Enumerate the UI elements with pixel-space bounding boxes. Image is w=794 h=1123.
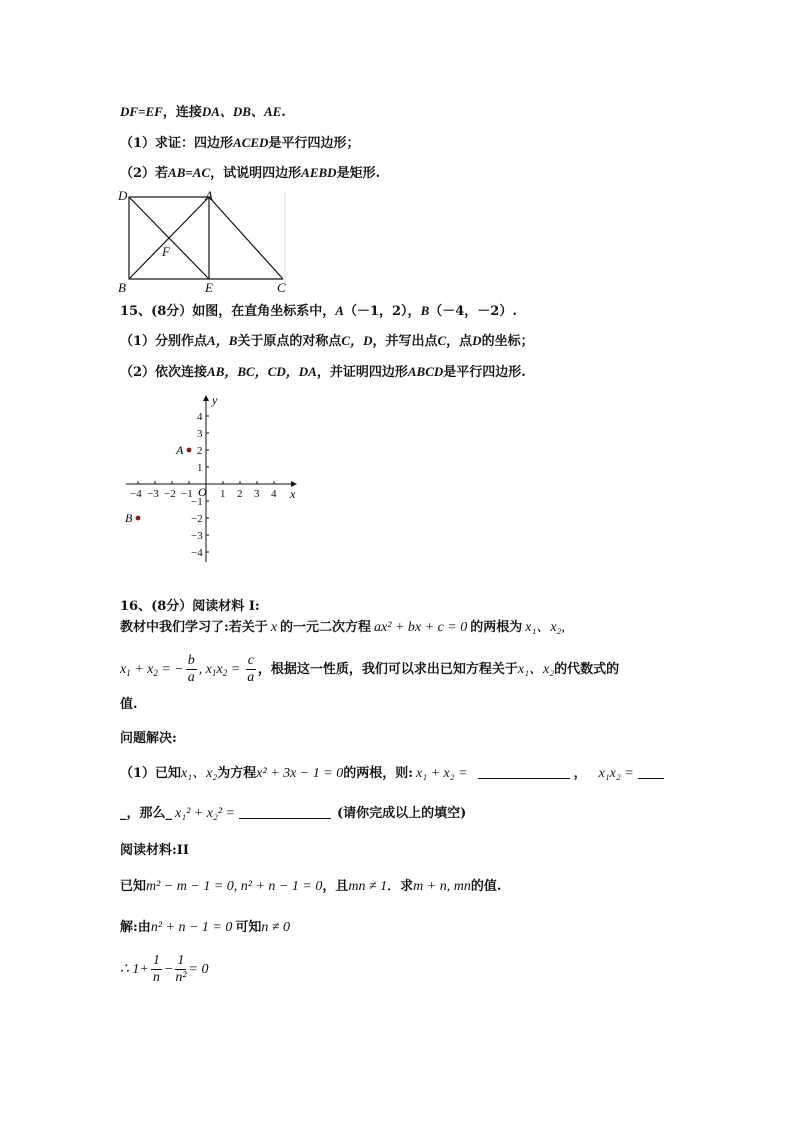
q16-text1	[120, 619, 565, 637]
fraction-n-squared: n²	[175, 970, 187, 985]
q14-period: .	[281, 105, 286, 120]
point-b	[136, 516, 141, 521]
q16-text1-a: 教材中我们学习了:若关于	[120, 620, 268, 635]
q16-roots: x₁、x₂,	[525, 620, 565, 635]
x-tick-label: −3	[147, 488, 159, 500]
q15-coord-b: （－4，－2）.	[429, 304, 517, 319]
q15-part1-t2: A，B	[207, 333, 238, 348]
q16-p2-a: _，那么_	[120, 806, 173, 821]
fraction-c: c	[247, 653, 254, 668]
q16-problem-title: 问题解决:	[120, 731, 177, 746]
label-e: E	[205, 280, 213, 295]
q15-point-b: B	[420, 303, 430, 318]
q16-text2-c: 的代数式的	[554, 662, 620, 677]
q16-var-x: x	[270, 620, 278, 635]
q16-sol-b: 可知	[235, 920, 262, 935]
q16-problem-header	[120, 730, 177, 748]
fraction-n: n	[152, 970, 160, 985]
fraction-1-over-n	[151, 953, 162, 986]
q14-part1-text2: 是平行四边形；	[268, 136, 360, 151]
q16-p1-b: 为方程	[217, 766, 257, 781]
segment-ac	[209, 197, 283, 279]
q14-part2-text: （2）若	[120, 166, 169, 181]
x-tick-label: −4	[130, 488, 142, 500]
q16-p1-eq: x² + 3x − 1 = 0	[256, 766, 344, 781]
q16-known-d: 的值.	[470, 879, 502, 894]
y-axis-label: y	[212, 393, 218, 407]
y-tick-label: −1	[191, 496, 203, 508]
fraction-b: b	[187, 653, 195, 668]
y-tick-label: −4	[191, 547, 203, 559]
q14-part2	[120, 164, 380, 183]
q16-p1-prod: x₁x₂ =	[598, 766, 634, 781]
q15-point-a: A	[335, 303, 344, 318]
blank-sum[interactable]	[478, 765, 570, 779]
q14-part1-text: （1）求证：四边形	[120, 136, 234, 151]
q14-part2-text2: ，试说明四边形	[210, 166, 302, 181]
q15-part1	[120, 332, 534, 351]
q16-quadratic-eq: ax² + bx + c = 0	[374, 620, 468, 635]
fraction-a2: a	[247, 670, 255, 685]
x-tick-label: −1	[181, 488, 193, 500]
origin-label: O	[198, 485, 207, 499]
q15-part2-t3: ，并证明四边形	[316, 365, 408, 380]
q16-known-c: ．求	[387, 879, 414, 894]
label-b: B	[118, 280, 126, 295]
q15-part1-t8: D	[472, 333, 482, 348]
q15-coord-a: （－1，2），	[343, 304, 421, 319]
q15-part2-t1: （2）依次连接	[120, 365, 208, 380]
blank-product[interactable]	[638, 765, 664, 779]
y-tick-label: 3	[197, 428, 203, 440]
q16-sol-eq: n² + n − 1 = 0	[150, 920, 233, 935]
q16-derivation	[120, 950, 208, 990]
q16-text3	[120, 696, 138, 714]
y-tick-label: −2	[191, 513, 203, 525]
x-tick-label: 2	[237, 488, 243, 500]
q15-header-text: 15、(8分）如图，在直角坐标系中，	[120, 304, 336, 319]
x-tick-label: −2	[164, 488, 176, 500]
q16-p1-roots: x₁、x₂	[181, 766, 218, 781]
equals-zero: = 0	[188, 962, 209, 977]
q16-p1-a: （1）已知	[120, 766, 182, 781]
label-a: A	[205, 188, 213, 203]
coordinate-plane	[118, 392, 308, 567]
q16-text2-b: ，根据这一性质，我们可以求出已知方程关于	[257, 662, 518, 677]
fraction-a: a	[187, 670, 195, 685]
q16-known-cond: mn ≠ 1	[348, 879, 388, 894]
y-tick-label: −3	[191, 530, 203, 542]
fraction-one: 1	[152, 953, 160, 968]
q14-part2-cond: AB=AC	[168, 165, 211, 180]
q16-sol-a: 解:由	[120, 920, 151, 935]
point-label-a: A	[176, 443, 184, 457]
blank-sum-of-squares[interactable]	[239, 805, 331, 819]
therefore-symbol: ∴ 1+	[120, 962, 149, 977]
x-tick-label: 3	[254, 488, 260, 500]
q16-p1-comma: ，	[573, 766, 587, 781]
q16-known-a: 已知	[120, 879, 147, 894]
x-axis-label: x	[290, 487, 296, 501]
fraction-c-over-a	[246, 653, 256, 686]
geometry-figure-1	[115, 186, 295, 296]
q16-known-b: ，且	[322, 879, 349, 894]
q14-text: ，连接	[162, 105, 202, 120]
vieta-prod-lhs: , $x_1x_2$ =	[198, 662, 244, 678]
x-tick-label: 4	[271, 488, 277, 500]
y-tick-label: 1	[197, 462, 203, 474]
fraction-b-over-a	[186, 653, 197, 686]
y-tick-label: 2	[197, 445, 203, 457]
q16-known	[120, 878, 501, 896]
q15-part1-t6: C	[437, 333, 447, 348]
q16-sol-c: n ≠ 0	[261, 920, 291, 935]
q15-part2-t4: ABCD	[407, 364, 444, 379]
q16-header-text: 16、(8分）阅读材料 I:	[120, 599, 260, 614]
q14-part2-text3: 是矩形.	[336, 166, 381, 181]
q16-solution	[120, 919, 290, 937]
q15-part2-t5: 是平行四边形.	[443, 365, 526, 380]
q14-segments: DA、DB、AE	[201, 104, 282, 119]
q16-known-eq: m² − m − 1 = 0, n² + n − 1 = 0	[146, 879, 323, 894]
fraction-1-over-n-squared	[175, 953, 186, 986]
q16-read2-title: 阅读材料:II	[120, 843, 189, 858]
q16-p2-note: (请你完成以上的填空)	[336, 806, 467, 821]
fraction-one2: 1	[177, 953, 185, 968]
q16-p1-c: 的两根，则:	[343, 766, 414, 781]
point-label-b: B	[125, 511, 133, 525]
label-f: F	[162, 244, 170, 259]
q16-p1-sum: x₁ + x₂ =	[416, 766, 468, 781]
q15-part1-t4: C，D	[341, 333, 373, 348]
q14-part1-quad: ACED	[233, 135, 269, 150]
q15-part1-t7: ，点	[446, 334, 473, 349]
label-d: D	[118, 188, 128, 203]
q16-roots2: x₁、x₂	[517, 662, 555, 677]
minus-sign: −	[163, 962, 174, 977]
y-tick-label: 4	[197, 411, 203, 423]
q16-vieta	[120, 651, 619, 689]
q15-part2-t2: AB，BC，CD，DA	[207, 364, 317, 379]
q16-p2-expr: x₁² + x₂² =	[175, 806, 235, 821]
q16-text1-c: 的两根为	[470, 620, 523, 635]
q14-part2-quad: AEBD	[301, 165, 337, 180]
point-a	[187, 448, 192, 453]
q15-header	[120, 302, 517, 321]
q14-part1	[120, 134, 359, 153]
q15-part1-t9: 的坐标；	[481, 334, 534, 349]
q16-read2	[120, 842, 189, 860]
q16-text3-value: 值.	[120, 697, 138, 712]
q14-segment-df-ef: DF=EF	[120, 104, 163, 119]
q15-part2	[120, 363, 526, 382]
q16-text1-b: 的一元二次方程	[280, 620, 372, 635]
q15-part1-t1: （1）分别作点	[120, 334, 208, 349]
q16-p1	[120, 765, 664, 783]
q16-header	[120, 598, 260, 616]
q15-part1-t5: ，并写出点	[372, 334, 438, 349]
q16-known-expr: m + n, mn	[413, 879, 471, 894]
label-c: C	[277, 280, 286, 295]
vieta-sum-lhs: $x_1 + x_2$ = −	[120, 662, 184, 678]
q15-part1-t3: 关于原点的对称点	[237, 334, 342, 349]
q16-p2	[120, 805, 466, 823]
q14-line1	[120, 103, 286, 122]
x-tick-label: 1	[220, 488, 226, 500]
